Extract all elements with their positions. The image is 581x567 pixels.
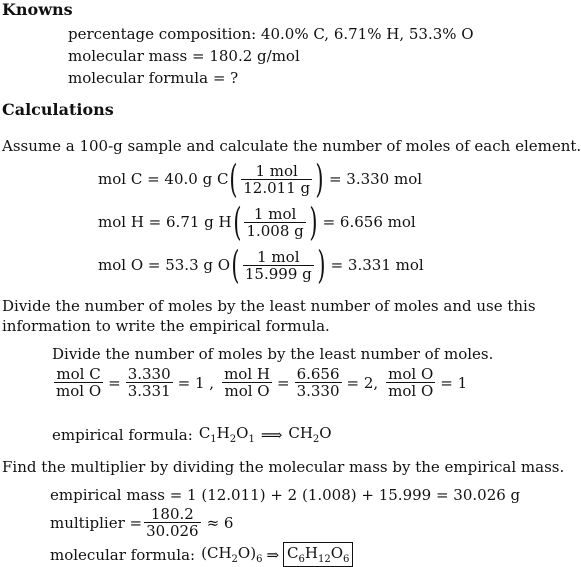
ratio-o-result: = 1 xyxy=(440,373,468,392)
molecular-formula-label: molecular formula: xyxy=(50,545,196,564)
multiplier-num: 180.2 xyxy=(150,505,194,523)
multiplier-left: multiplier = xyxy=(50,513,143,532)
left-paren: ( xyxy=(231,243,240,287)
empirical-formula-line xyxy=(52,424,332,445)
knowns-heading: Knowns xyxy=(2,0,73,19)
intro-text: Assume a 100-g sample and calculate the number of moles of each element. xyxy=(2,137,581,155)
ratio-c-values xyxy=(126,366,173,399)
mol-o-den: 15.999 g xyxy=(244,264,312,283)
ratio-row xyxy=(52,366,467,399)
ratio-num: mol C xyxy=(56,365,101,383)
ratio-h-values xyxy=(295,366,342,399)
mol-h-left: mol H = 6.71 g H xyxy=(98,213,232,231)
empirical-raw: $C_1H_2O_1$ xyxy=(198,424,255,445)
right-paren: ) xyxy=(315,157,324,201)
known-composition: percentage composition: 40.0% C, 6.71% H, 53.3% O xyxy=(68,25,474,43)
left-paren: ( xyxy=(229,157,238,201)
equals-sign: = xyxy=(108,373,121,392)
known-molecular-formula: molecular formula = ? xyxy=(68,69,239,87)
mol-c-fraction xyxy=(241,163,312,196)
mol-c-den: 12.011 g xyxy=(243,178,311,197)
mol-c-left: mol C = 40.0 g C xyxy=(98,170,229,188)
mol-o-fraction xyxy=(243,249,314,282)
empirical-mass: empirical mass = 1 (12.011) + 2 (1.008) + 15.999 = 30.026 g xyxy=(50,486,521,504)
mol-h-den: 1.008 g xyxy=(246,221,304,240)
ratio-den-value: 3.331 xyxy=(127,382,171,400)
ratio-den-value: 3.330 xyxy=(296,382,340,400)
ratio-den: mol O xyxy=(56,382,102,400)
ratio-num: mol O xyxy=(388,365,434,383)
implies-arrow: ⇒ xyxy=(266,545,280,564)
mol-h-result: = 6.656 mol xyxy=(322,213,416,231)
mol-o-equation xyxy=(98,243,424,287)
ratio-o-symbolic xyxy=(386,366,435,399)
mol-c-num: 1 mol xyxy=(255,161,298,180)
mol-h-fraction xyxy=(244,206,305,239)
left-paren: ( xyxy=(232,200,242,244)
mol-o-num: 1 mol xyxy=(257,247,300,266)
multiplier-equation xyxy=(50,506,233,539)
multiplier-result: ≈ 6 xyxy=(206,513,234,532)
molecular-formula-group: $(CH_2O)_6$ xyxy=(201,544,263,565)
ratio-h-symbolic xyxy=(222,366,272,399)
ratio-den: mol O xyxy=(388,382,434,400)
divide-text-1: Divide the number of moles by the least number of moles and use this xyxy=(2,297,536,315)
multiplier-fraction xyxy=(144,506,201,539)
mol-o-result: = 3.331 mol xyxy=(330,256,424,274)
ratio-num-value: 6.656 xyxy=(296,365,340,383)
ratio-num: mol H xyxy=(224,365,270,383)
molecular-formula-line xyxy=(50,542,353,567)
multiplier-text: Find the multiplier by dividing the molecular mass by the empirical mass. xyxy=(2,458,565,476)
empirical-label: empirical formula: xyxy=(52,425,193,444)
multiplier-den: 30.026 xyxy=(146,522,199,540)
known-molecular-mass: molecular mass = 180.2 g/mol xyxy=(68,47,300,65)
ratio-c-symbolic xyxy=(54,366,103,399)
implies-arrow: ⟹ xyxy=(260,425,283,444)
equals-sign: = xyxy=(276,373,290,392)
mol-h-num: 1 mol xyxy=(253,204,297,223)
right-paren: ) xyxy=(317,243,326,287)
ratio-c-result: = 1 , xyxy=(177,373,215,392)
mol-c-equation xyxy=(98,157,423,201)
answer-box: $C_6H_{12}O_6$ xyxy=(283,542,353,567)
calculations-heading: Calculations xyxy=(2,100,114,119)
divide-text-2: information to write the empirical formula. xyxy=(2,317,330,335)
right-paren: ) xyxy=(309,200,318,244)
ratio-den: mol O xyxy=(222,382,272,399)
divide-subtext: Divide the number of moles by the least number of moles. xyxy=(52,345,494,363)
empirical-final: $CH_2O$ xyxy=(288,424,332,445)
ratio-h-result: = 2, xyxy=(346,373,379,392)
mol-c-result: = 3.330 mol xyxy=(328,170,423,188)
ratio-num-value: 3.330 xyxy=(127,365,171,383)
mol-h-equation xyxy=(98,200,416,244)
mol-o-left: mol O = 53.3 g O xyxy=(98,256,231,274)
